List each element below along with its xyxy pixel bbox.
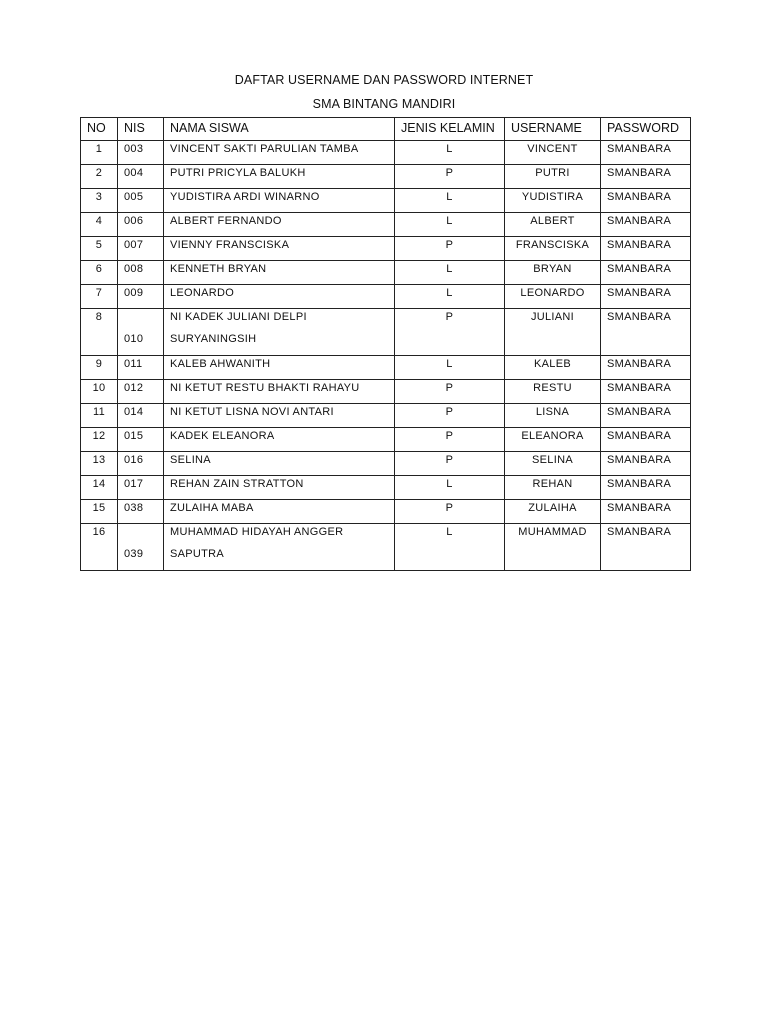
cell-username: ZULAIHA bbox=[505, 500, 601, 524]
cell-password: SMANBARA bbox=[601, 404, 691, 428]
cell-jenis-kelamin: P bbox=[395, 404, 505, 428]
student-credentials-table bbox=[80, 117, 691, 571]
cell-jenis-kelamin: P bbox=[395, 428, 505, 452]
table-row bbox=[81, 452, 691, 476]
cell-password: SMANBARA bbox=[601, 524, 691, 571]
table-row bbox=[81, 165, 691, 189]
header-no: NO bbox=[81, 118, 118, 141]
table-row bbox=[81, 213, 691, 237]
cell-nama bbox=[164, 309, 395, 356]
table-row bbox=[81, 524, 691, 571]
cell-password: SMANBARA bbox=[601, 500, 691, 524]
cell-nis: 011 bbox=[118, 356, 164, 380]
cell-nis: 014 bbox=[118, 404, 164, 428]
cell-username: MUHAMMAD bbox=[505, 524, 601, 571]
cell-jenis-kelamin: P bbox=[395, 380, 505, 404]
document-title: DAFTAR USERNAME DAN PASSWORD INTERNET bbox=[234, 73, 534, 87]
cell-jenis-kelamin: P bbox=[395, 165, 505, 189]
cell-password: SMANBARA bbox=[601, 237, 691, 261]
cell-nama: ALBERT FERNANDO bbox=[164, 213, 395, 237]
nis-value: 039 bbox=[124, 548, 144, 560]
cell-password: SMANBARA bbox=[601, 189, 691, 213]
cell-password: SMANBARA bbox=[601, 476, 691, 500]
cell-nis: 004 bbox=[118, 165, 164, 189]
table-row bbox=[81, 356, 691, 380]
nis-value: 010 bbox=[124, 333, 144, 345]
cell-username: ALBERT bbox=[505, 213, 601, 237]
cell-password: SMANBARA bbox=[601, 309, 691, 356]
cell-no: 8 bbox=[81, 309, 118, 356]
table-row bbox=[81, 476, 691, 500]
cell-username: JULIANI bbox=[505, 309, 601, 356]
cell-nis: 003 bbox=[118, 141, 164, 165]
table-row bbox=[81, 141, 691, 165]
cell-no: 2 bbox=[81, 165, 118, 189]
cell-nis: 015 bbox=[118, 428, 164, 452]
cell-no: 4 bbox=[81, 213, 118, 237]
cell-jenis-kelamin: P bbox=[395, 237, 505, 261]
cell-nama: VIENNY FRANSCISKA bbox=[164, 237, 395, 261]
cell-username: ELEANORA bbox=[505, 428, 601, 452]
cell-nama: KADEK ELEANORA bbox=[164, 428, 395, 452]
cell-username: FRANSCISKA bbox=[505, 237, 601, 261]
cell-nama: NI KETUT LISNA NOVI ANTARI bbox=[164, 404, 395, 428]
cell-nis: 005 bbox=[118, 189, 164, 213]
cell-password: SMANBARA bbox=[601, 165, 691, 189]
table-row bbox=[81, 285, 691, 309]
cell-no: 13 bbox=[81, 452, 118, 476]
cell-no: 15 bbox=[81, 500, 118, 524]
name-line-1: MUHAMMAD HIDAYAH ANGGER bbox=[170, 526, 344, 538]
cell-nama: NI KETUT RESTU BHAKTI RAHAYU bbox=[164, 380, 395, 404]
name-line-2: SAPUTRA bbox=[170, 548, 225, 560]
cell-no: 9 bbox=[81, 356, 118, 380]
cell-jenis-kelamin: L bbox=[395, 356, 505, 380]
cell-password: SMANBARA bbox=[601, 452, 691, 476]
cell-username: BRYAN bbox=[505, 261, 601, 285]
cell-jenis-kelamin: L bbox=[395, 524, 505, 571]
table-row bbox=[81, 380, 691, 404]
cell-password: SMANBARA bbox=[601, 428, 691, 452]
cell-username: REHAN bbox=[505, 476, 601, 500]
cell-username: RESTU bbox=[505, 380, 601, 404]
cell-no: 10 bbox=[81, 380, 118, 404]
cell-password: SMANBARA bbox=[601, 141, 691, 165]
cell-nama: YUDISTIRA ARDI WINARNO bbox=[164, 189, 395, 213]
cell-password: SMANBARA bbox=[601, 285, 691, 309]
cell-nis: 006 bbox=[118, 213, 164, 237]
school-name: SMA BINTANG MANDIRI bbox=[312, 97, 456, 111]
name-line-2: SURYANINGSIH bbox=[170, 333, 257, 345]
cell-nama bbox=[164, 524, 395, 571]
header-nama-siswa: NAMA SISWA bbox=[164, 118, 395, 141]
cell-username: LISNA bbox=[505, 404, 601, 428]
cell-nis: 038 bbox=[118, 500, 164, 524]
cell-nama: PUTRI PRICYLA BALUKH bbox=[164, 165, 395, 189]
table-row bbox=[81, 261, 691, 285]
cell-username: LEONARDO bbox=[505, 285, 601, 309]
cell-password: SMANBARA bbox=[601, 380, 691, 404]
cell-password: SMANBARA bbox=[601, 356, 691, 380]
cell-no: 7 bbox=[81, 285, 118, 309]
cell-username: SELINA bbox=[505, 452, 601, 476]
header-password: PASSWORD bbox=[601, 118, 691, 141]
cell-jenis-kelamin: L bbox=[395, 141, 505, 165]
cell-jenis-kelamin: L bbox=[395, 213, 505, 237]
cell-jenis-kelamin: P bbox=[395, 500, 505, 524]
cell-no: 12 bbox=[81, 428, 118, 452]
table-row bbox=[81, 500, 691, 524]
cell-jenis-kelamin: L bbox=[395, 476, 505, 500]
cell-no: 16 bbox=[81, 524, 118, 571]
name-line-1: NI KADEK JULIANI DELPI bbox=[170, 311, 307, 323]
table-header-row bbox=[81, 118, 691, 141]
table-row bbox=[81, 428, 691, 452]
cell-nama: REHAN ZAIN STRATTON bbox=[164, 476, 395, 500]
cell-nama: LEONARDO bbox=[164, 285, 395, 309]
cell-jenis-kelamin: P bbox=[395, 309, 505, 356]
cell-password: SMANBARA bbox=[601, 261, 691, 285]
cell-nama: KALEB AHWANITH bbox=[164, 356, 395, 380]
cell-username: PUTRI bbox=[505, 165, 601, 189]
cell-no: 14 bbox=[81, 476, 118, 500]
cell-nama: SELINA bbox=[164, 452, 395, 476]
cell-no: 3 bbox=[81, 189, 118, 213]
table-row bbox=[81, 309, 691, 356]
cell-jenis-kelamin: L bbox=[395, 285, 505, 309]
cell-nis: 016 bbox=[118, 452, 164, 476]
cell-no: 6 bbox=[81, 261, 118, 285]
table-row bbox=[81, 404, 691, 428]
table-row bbox=[81, 237, 691, 261]
cell-nis bbox=[118, 524, 164, 571]
header-jenis-kelamin: JENIS KELAMIN bbox=[395, 118, 505, 141]
cell-nama: ZULAIHA MABA bbox=[164, 500, 395, 524]
cell-jenis-kelamin: L bbox=[395, 261, 505, 285]
header-nis: NIS bbox=[118, 118, 164, 141]
cell-nama: KENNETH BRYAN bbox=[164, 261, 395, 285]
cell-nis: 012 bbox=[118, 380, 164, 404]
table-row bbox=[81, 189, 691, 213]
cell-nis: 007 bbox=[118, 237, 164, 261]
cell-nis: 017 bbox=[118, 476, 164, 500]
cell-jenis-kelamin: P bbox=[395, 452, 505, 476]
cell-password: SMANBARA bbox=[601, 213, 691, 237]
cell-no: 5 bbox=[81, 237, 118, 261]
cell-no: 1 bbox=[81, 141, 118, 165]
cell-username: KALEB bbox=[505, 356, 601, 380]
cell-nis bbox=[118, 309, 164, 356]
cell-nis: 008 bbox=[118, 261, 164, 285]
cell-jenis-kelamin: L bbox=[395, 189, 505, 213]
cell-nis: 009 bbox=[118, 285, 164, 309]
cell-username: YUDISTIRA bbox=[505, 189, 601, 213]
header-username: USERNAME bbox=[505, 118, 601, 141]
cell-username: VINCENT bbox=[505, 141, 601, 165]
cell-no: 11 bbox=[81, 404, 118, 428]
cell-nama: VINCENT SAKTI PARULIAN TAMBA bbox=[164, 141, 395, 165]
